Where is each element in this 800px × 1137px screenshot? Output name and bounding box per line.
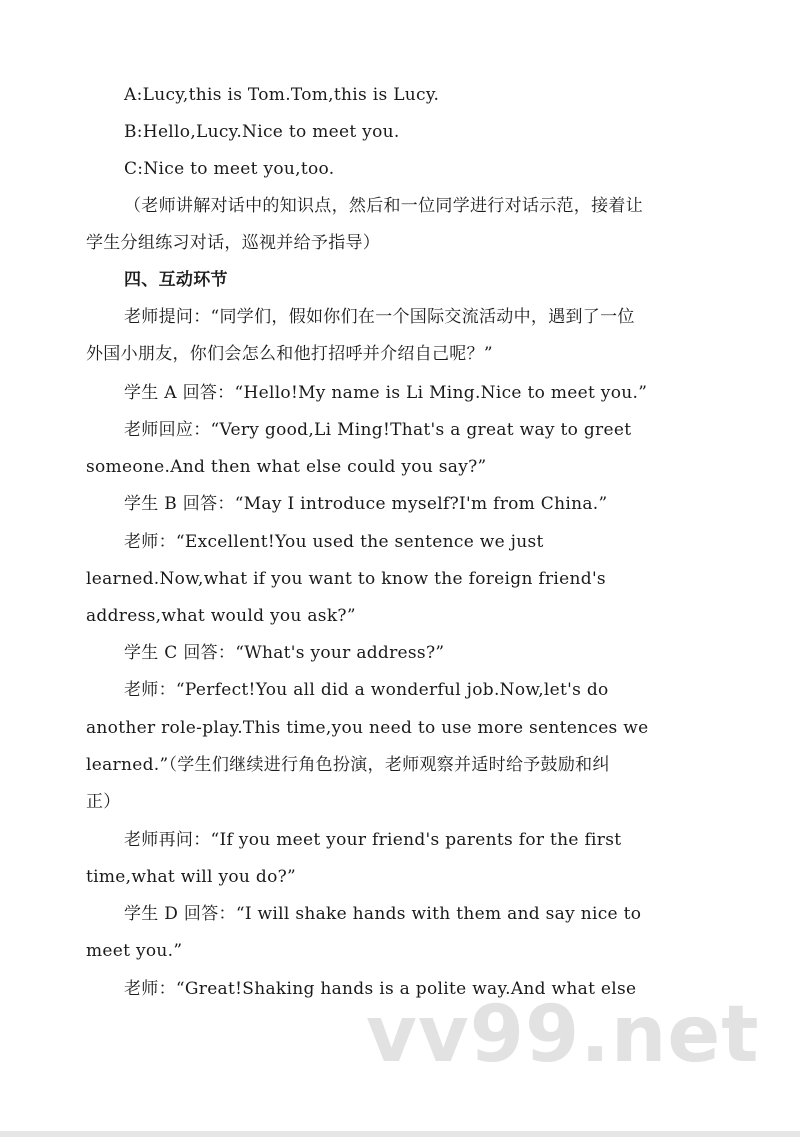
paragraph-line: meet you.” [86,941,183,961]
paragraph-line: another role-play.This time,you need to use more sentences we [86,718,649,738]
section-heading: 四、互动环节 [124,270,228,290]
paragraph-line: 学生分组练习对话，巡视并给予指导） [86,233,381,253]
paragraph-line: 老师提问：“同学们，假如你们在一个国际交流活动中，遇到了一位 [124,307,635,327]
paragraph-line: 老师：“Great!Shaking hands is a polite way.And what else [124,979,637,999]
paragraph-line: 外国小朋友，你们会怎么和他打招呼并介绍自己呢？” [86,344,493,364]
paragraph-line: 学生 B 回答：“May I introduce myself?I'm from China.” [124,494,608,514]
paragraph-line: 老师：“Perfect!You all did a wonderful job.Now,let's do [124,680,609,700]
paragraph-line: someone.And then what else could you say?” [86,457,487,477]
paragraph-line: 老师：“Excellent!You used the sentence we just [124,532,544,552]
paragraph-line: （老师讲解对话中的知识点，然后和一位同学进行对话示范，接着让 [124,196,643,216]
paragraph-line: learned.”（学生们继续进行角色扮演，老师观察并适时给予鼓励和纠 [86,755,610,775]
paragraph-line: 老师再问：“If you meet your friend's parents for the first [124,830,622,850]
paragraph-line: 正） [86,792,121,812]
dialogue-line-b: B:Hello,Lucy.Nice to meet you. [124,122,400,142]
dialogue-line-a: A:Lucy,this is Tom.Tom,this is Lucy. [124,85,440,105]
paragraph-line: 学生 C 回答：“What's your address?” [124,643,445,663]
dialogue-line-c: C:Nice to meet you,too. [124,159,335,179]
paragraph-line: address,what would you ask?” [86,606,356,626]
watermark: vv99.net [366,990,760,1080]
page-bottom-edge [0,1131,800,1137]
paragraph-line: learned.Now,what if you want to know the foreign friend's [86,569,606,589]
paragraph-line: time,what will you do?” [86,867,297,887]
paragraph-line: 老师回应：“Very good,Li Ming!That's a great way to greet [124,420,632,440]
paragraph-line: 学生 D 回答：“I will shake hands with them and say nice to [124,904,642,924]
paragraph-line: 学生 A 回答：“Hello!My name is Li Ming.Nice to meet you.” [124,383,648,403]
